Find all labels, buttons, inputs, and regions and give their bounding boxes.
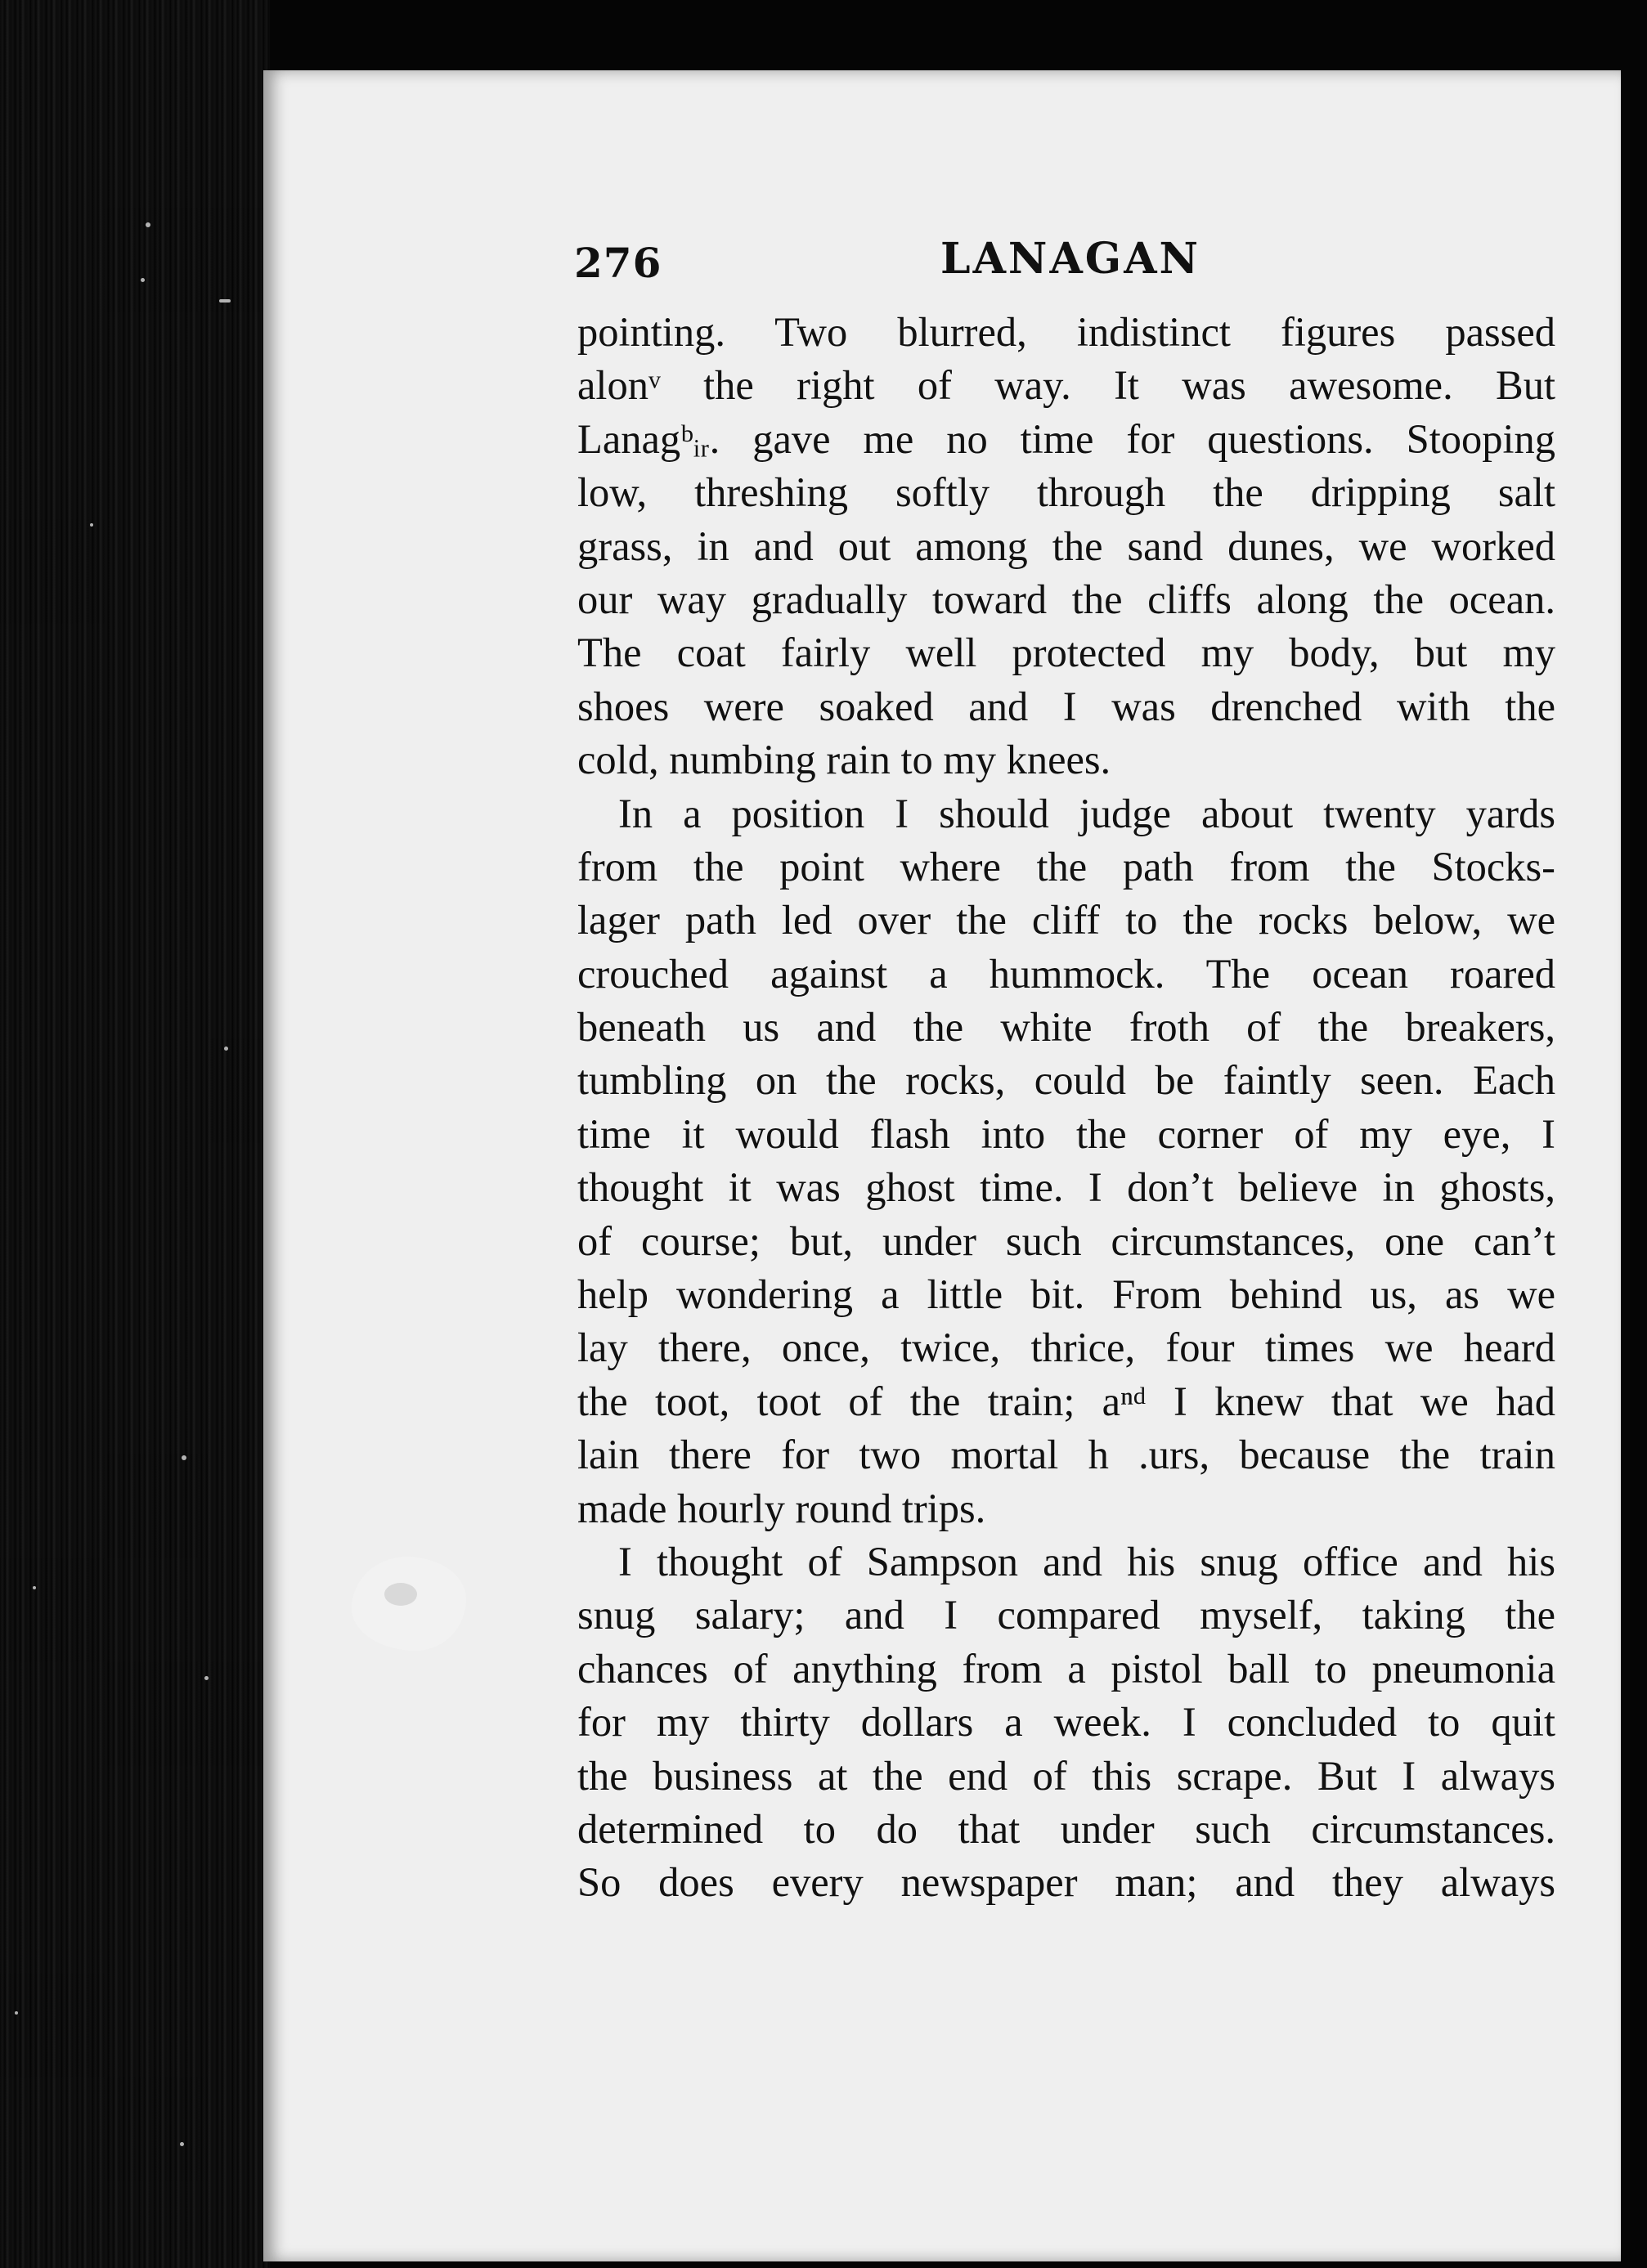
text-line: lay there, once, twice, thrice, four times we heard — [577, 1324, 1555, 1371]
text-line: lain there for two mortal h .urs, because the train — [577, 1432, 1555, 1478]
page-number: 276 — [574, 239, 662, 287]
header-title: LANAGAN — [940, 234, 1201, 284]
text-line: pointing. Two blurred, indistinct figures passed — [577, 309, 1555, 355]
text-line: The coat fairly well protected my body, but my — [577, 630, 1555, 676]
text-line: made hourly round trips. — [577, 1485, 986, 1531]
text-line: snug salary; and I compared myself, taking the — [577, 1592, 1555, 1638]
running-head — [574, 229, 1572, 294]
text-line: low, threshing softly through the dripping salt — [577, 469, 1555, 516]
text-line: thought it was ghost time. I don’t believe in ghosts, — [577, 1164, 1555, 1211]
text-line: for my thirty dollars a week. I concluded to quit — [577, 1699, 1555, 1746]
text-line: alonᵛ the right of way. It was awesome. But — [577, 362, 1555, 409]
body-text — [577, 306, 1555, 1910]
text-line: lager path led over the cliff to the rocks below, we — [577, 897, 1555, 944]
text-line: grass, in and out among the sand dunes, we worked — [577, 522, 1555, 569]
text-line: chances of anything from a pistol ball to pneumonia — [577, 1645, 1555, 1692]
paper-stain — [352, 1557, 466, 1651]
text-line: So does every newspaper man; and they always — [577, 1859, 1555, 1906]
text-line: Lanagᵇᵢᵣ. gave me no time for questions. Stooping — [577, 415, 1555, 462]
text-line: determined to do that under such circumstances. — [577, 1805, 1555, 1852]
text-line: tumbling on the rocks, could be faintly seen. Each — [577, 1057, 1555, 1104]
text-line: time it would flash into the corner of my eye, I — [577, 1110, 1555, 1157]
book-binding-edge — [0, 0, 270, 2268]
text-line: In a position I should judge about twenty yards — [618, 790, 1555, 836]
text-line: our way gradually toward the cliffs along the ocean. — [577, 576, 1555, 622]
text-line: of course; but, under such circumstances, one can’t — [577, 1217, 1555, 1264]
text-line: shoes were soaked and I was drenched with the — [577, 683, 1555, 729]
text-line: crouched against a hummock. The ocean roared — [577, 950, 1555, 997]
text-line: from the point where the path from the Stocks- — [577, 843, 1555, 890]
text-line: the toot, toot of the train; aⁿᵈ I knew that we had — [577, 1378, 1555, 1424]
text-line: help wondering a little bit. From behind us, as we — [577, 1271, 1555, 1318]
text-line: I thought of Sampson and his snug office and his — [618, 1538, 1555, 1584]
text-line: cold, numbing rain to my knees. — [577, 737, 1111, 783]
text-line: beneath us and the white froth of the breakers, — [577, 1004, 1555, 1051]
text-line: the business at the end of this scrape. But I always — [577, 1752, 1555, 1799]
